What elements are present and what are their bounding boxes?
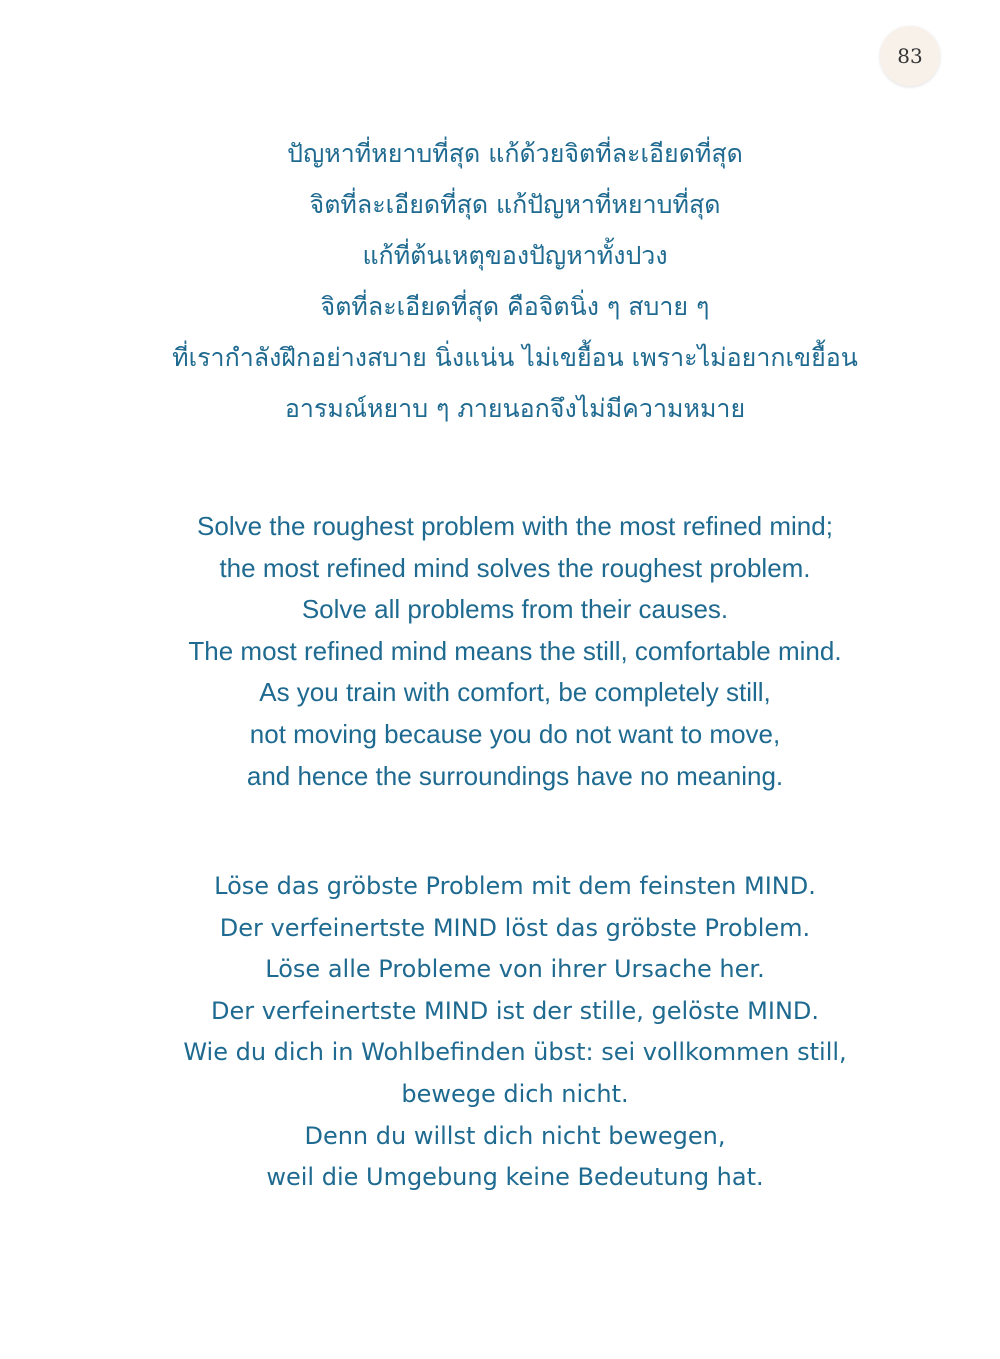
- english-line: the most refined mind solves the roughest problem.: [219, 552, 811, 583]
- english-line: The most refined mind means the still, comfortable mind.: [188, 635, 842, 666]
- thai-line: จิตที่ละเอียดที่สุด คือจิตนิ่ง ๆ สบาย ๆ: [320, 292, 710, 321]
- thai-line: อารมณ์หยาบ ๆ ภายนอกจึงไม่มีความหมาย: [284, 394, 746, 423]
- german-line: bewege dich nicht.: [401, 1079, 629, 1108]
- german-line: Löse alle Probleme von ihrer Ursache her.: [265, 955, 765, 984]
- german-line: Löse das gröbste Problem mit dem feinsten MIND.: [214, 872, 816, 900]
- thai-line: ที่เรากำลังฝึกอย่างสบาย นิ่งแน่น ไม่เขยื้อน เพราะไม่อยากเขยื้อน: [172, 343, 858, 372]
- english-line: Solve all problems from their causes.: [301, 594, 729, 625]
- thai-line: แก้ที่ต้นเหตุของปัญหาทั้งปวง: [362, 241, 668, 270]
- english-line: As you train with comfort, be completely still,: [259, 677, 771, 708]
- thai-line: ปัญหาที่หยาบที่สุด แก้ด้วยจิตที่ละเอียดที่สุด: [287, 139, 743, 168]
- english-line: not moving because you do not want to move,: [249, 718, 781, 749]
- thai-line: จิตที่ละเอียดที่สุด แก้ปัญหาที่หยาบที่สุด: [309, 190, 721, 219]
- german-line: Der verfeinertste MIND ist der stille, gelöste MIND.: [210, 996, 820, 1025]
- german-line: Der verfeinertste MIND löst das gröbste Problem.: [219, 913, 811, 942]
- german-line: weil die Umgebung keine Bedeutung hat.: [266, 1163, 764, 1192]
- english-line: and hence the surroundings have no meaning.: [246, 760, 784, 791]
- english-line: Solve the roughest problem with the most refined mind;: [197, 511, 833, 541]
- english-stanza: [0, 506, 1000, 797]
- thai-stanza: [0, 128, 1000, 434]
- german-line: Denn du willst dich nicht bewegen,: [304, 1121, 726, 1150]
- german-stanza: [0, 866, 1000, 1199]
- page-number-badge: [880, 26, 940, 86]
- german-line: Wie du dich in Wohlbefinden übst: sei vollkommen still,: [183, 1038, 847, 1067]
- page-number: 83: [897, 44, 923, 68]
